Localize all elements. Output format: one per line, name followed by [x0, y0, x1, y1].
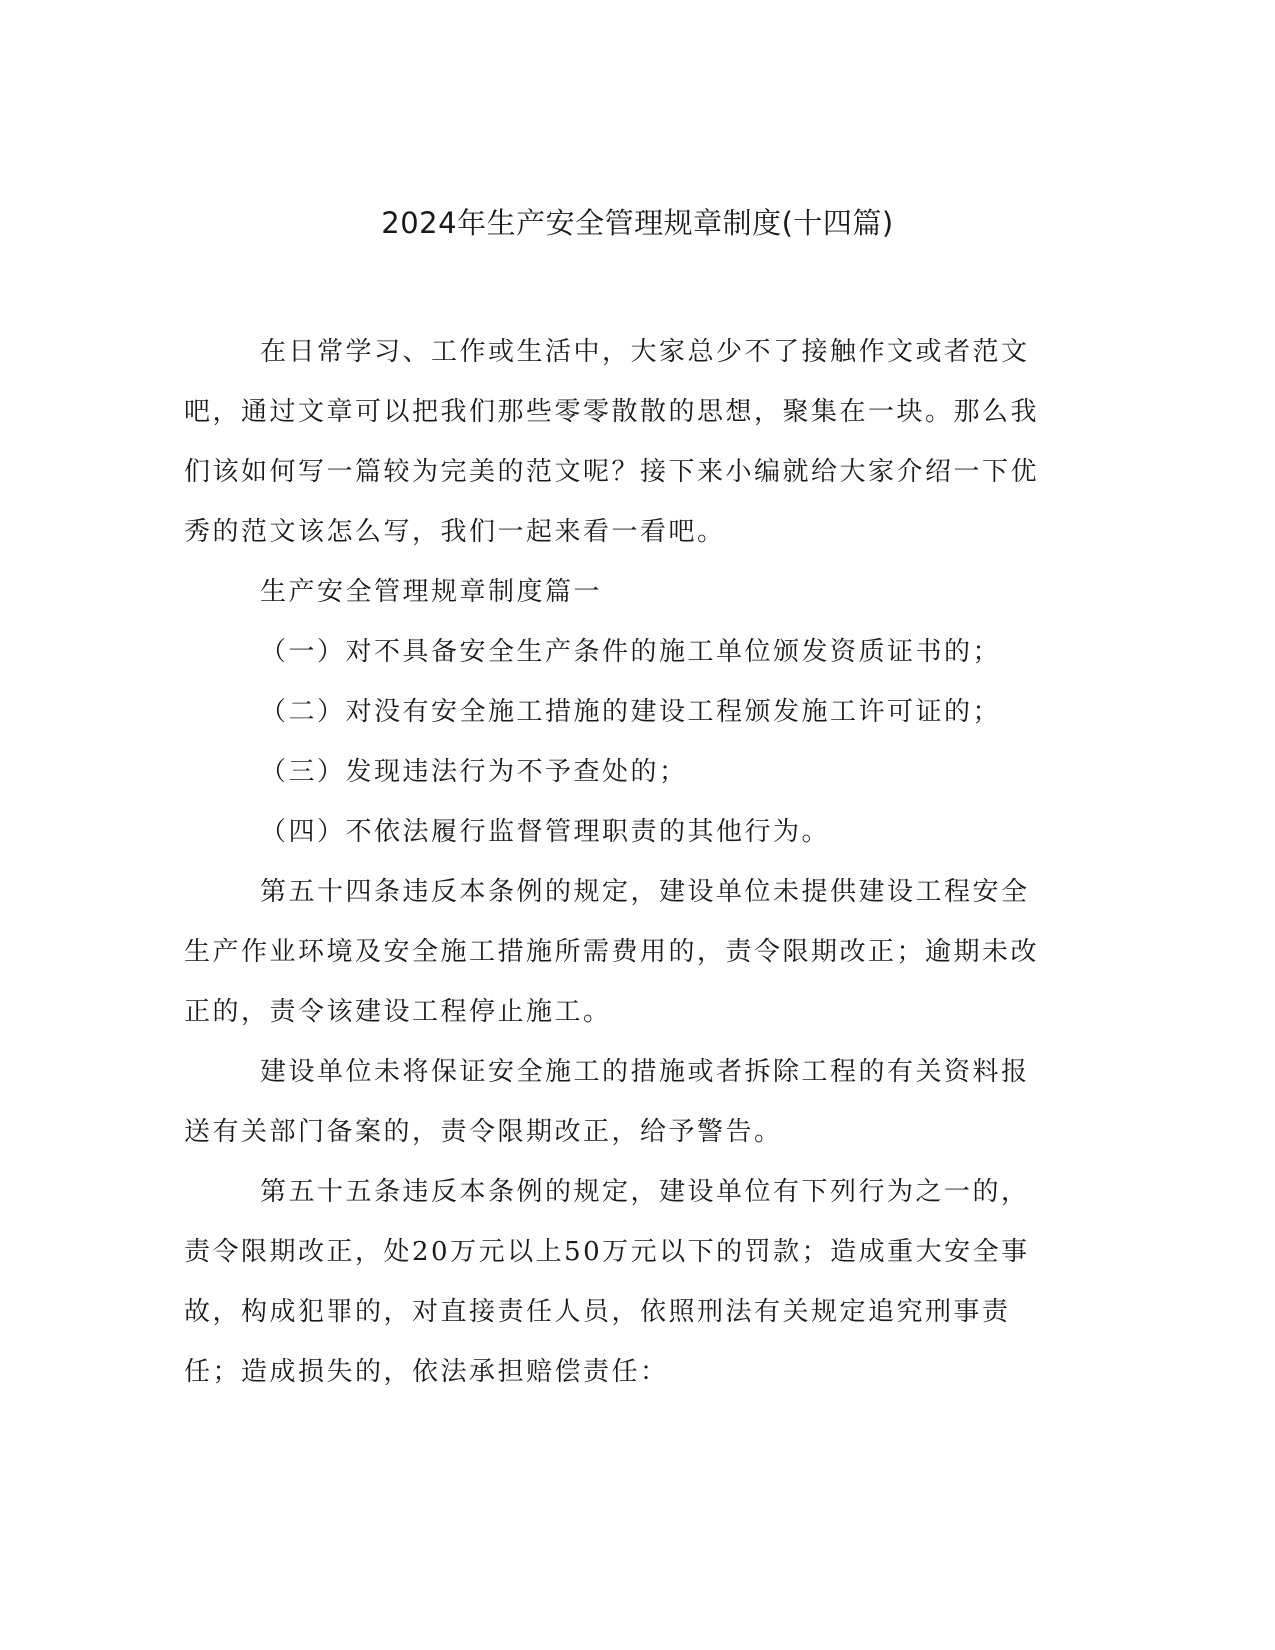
list-item-3: （三）发现违法行为不予查处的；	[260, 757, 688, 787]
document-title: 2024年生产安全管理规章制度(十四篇)	[381, 206, 894, 240]
article-55-paragraph: 第五十五条违反本条例的规定，建设单位有下列行为之一的，责令限期改正，处20万元以上50万元以下的罚款；造成重大安全事故，构成犯罪的，对直接责任人员，依照刑法有关规定追究刑事责任；造成损失的，依法承担赔偿责任：	[184, 1177, 1030, 1387]
intro-paragraph: 在日常学习、工作或生活中，大家总少不了接触作文或者范文吧，通过文章可以把我们那些零零散散的思想，聚集在一块。那么我们该如何写一篇较为完美的范文呢？接下来小编就给大家介绍一下优秀的范文该怎么写，我们一起来看一看吧。	[184, 337, 1040, 547]
list-item-4: （四）不依法履行监督管理职责的其他行为。	[260, 817, 831, 847]
list-item-1: （一）对不具备安全生产条件的施工单位颁发资质证书的；	[260, 637, 1002, 667]
section-heading: 生产安全管理规章制度篇一	[260, 577, 603, 607]
list-item-2: （二）对没有安全施工措施的建设工程颁发施工许可证的；	[260, 697, 1002, 727]
filing-paragraph: 建设单位未将保证安全施工的措施或者拆除工程的有关资料报送有关部门备案的，责令限期改正，给予警告。	[184, 1057, 1030, 1147]
article-54-paragraph: 第五十四条违反本条例的规定，建设单位未提供建设工程安全生产作业环境及安全施工措施所需费用的，责令限期改正；逾期未改正的，责令该建设工程停止施工。	[184, 877, 1040, 1027]
document-body	[184, 322, 1044, 1402]
